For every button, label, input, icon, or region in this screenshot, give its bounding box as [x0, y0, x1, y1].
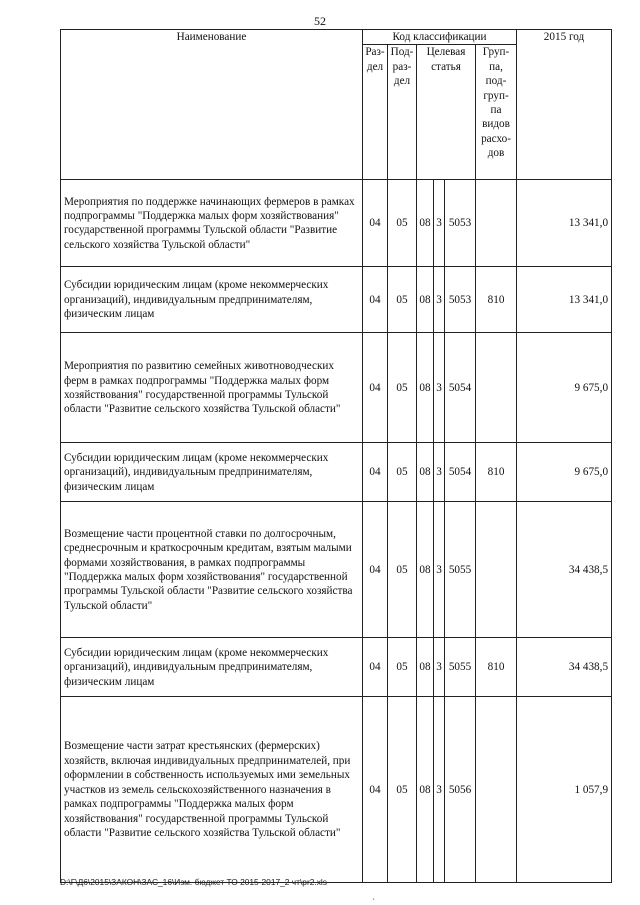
row-amount: 1 057,9	[517, 697, 612, 883]
row-target-subprogram: 3	[434, 443, 445, 502]
row-target-subprogram: 3	[434, 180, 445, 267]
row-expense-type	[476, 697, 517, 883]
page-number: 52	[314, 14, 326, 28]
row-amount: 9 675,0	[517, 443, 612, 502]
row-amount: 9 675,0	[517, 333, 612, 443]
row-podrazdel: 05	[388, 180, 417, 267]
row-target-program: 08	[417, 443, 434, 502]
row-podrazdel: 05	[388, 333, 417, 443]
row-podrazdel: 05	[388, 267, 417, 333]
row-expense-type: 810	[476, 443, 517, 502]
row-target-subprogram: 3	[434, 333, 445, 443]
row-podrazdel: 05	[388, 638, 417, 697]
row-target-subprogram: 3	[434, 697, 445, 883]
row-target-program: 08	[417, 180, 434, 267]
header-podrazdel: Под- раз- дел	[388, 45, 417, 180]
table-row	[61, 333, 612, 443]
row-target-program: 08	[417, 267, 434, 333]
row-target-code: 5053	[445, 180, 476, 267]
row-target-subprogram: 3	[434, 502, 445, 638]
budget-table	[60, 29, 612, 883]
row-target-program: 08	[417, 697, 434, 883]
row-expense-type	[476, 333, 517, 443]
row-razdel: 04	[363, 333, 388, 443]
table-row	[61, 502, 612, 638]
row-target-program: 08	[417, 333, 434, 443]
row-amount: 13 341,0	[517, 180, 612, 267]
row-target-subprogram: 3	[434, 638, 445, 697]
row-razdel: 04	[363, 502, 388, 638]
row-razdel: 04	[363, 443, 388, 502]
table-row	[61, 443, 612, 502]
header-row	[61, 30, 612, 45]
row-name: Возмещение части процентной ставки по долгосрочным, среднесрочным и краткосрочным кредитам, взятым малыми формами хозяйствования, в рамках подпрограммы "Поддержка малых форм хозяйствования" государственной программы Тульской области "Развитие сельского хозяйства Тульской области"	[61, 502, 363, 638]
row-target-code: 5055	[445, 638, 476, 697]
row-podrazdel: 05	[388, 697, 417, 883]
row-expense-type: 810	[476, 267, 517, 333]
header-code-group: Код классификации	[363, 30, 517, 45]
row-podrazdel: 05	[388, 502, 417, 638]
row-target-code: 5054	[445, 333, 476, 443]
row-target-program: 08	[417, 502, 434, 638]
header-target: Целевая статья	[417, 45, 476, 180]
header-name: Наименование	[61, 30, 363, 180]
row-amount: 34 438,5	[517, 502, 612, 638]
row-target-program: 08	[417, 638, 434, 697]
row-name: Субсидии юридическим лицам (кроме некоммерческих организаций), индивидуальным предпринимателям, физическим лицам	[61, 267, 363, 333]
row-razdel: 04	[363, 180, 388, 267]
row-name: Мероприятия по развитию семейных животноводческих ферм в рамках подпрограммы "Поддержка малых форм хозяйствования" государственной программы Тульской области "Развитие сельского хозяйства Тульской области"	[61, 333, 363, 443]
row-name: Мероприятия по поддержке начинающих фермеров в рамках подпрограммы "Поддержка малых форм хозяйствования" государственной программы Тульской области "Развитие сельского хозяйства Тульской области"	[61, 180, 363, 267]
row-amount: 34 438,5	[517, 638, 612, 697]
row-razdel: 04	[363, 638, 388, 697]
row-target-code: 5056	[445, 697, 476, 883]
row-name: Субсидии юридическим лицам (кроме некоммерческих организаций), индивидуальным предпринимателям, физическим лицам	[61, 638, 363, 697]
row-expense-type: 810	[476, 638, 517, 697]
row-razdel: 04	[363, 267, 388, 333]
row-target-code: 5055	[445, 502, 476, 638]
row-target-code: 5053	[445, 267, 476, 333]
footer-file-path: D:\Г\Д6\2015\ЗАКОН\ЗАС_16\Изм. бюджет ТО 2015-2017_2 чт\pr2.xls	[60, 877, 327, 887]
table-row	[61, 267, 612, 333]
header-vid-rashodov: Груп- па, под- груп- па видов расхо- дов	[476, 45, 517, 180]
row-name: Субсидии юридическим лицам (кроме некоммерческих организаций), индивидуальным предпринимателям, физическим лицам	[61, 443, 363, 502]
row-target-subprogram: 3	[434, 267, 445, 333]
row-expense-type	[476, 502, 517, 638]
header-razdel: Раз- дел	[363, 45, 388, 180]
table-row	[61, 180, 612, 267]
row-expense-type	[476, 180, 517, 267]
table-row	[61, 697, 612, 883]
row-razdel: 04	[363, 697, 388, 883]
header-year: 2015 год	[517, 30, 612, 180]
row-amount: 13 341,0	[517, 267, 612, 333]
row-target-code: 5054	[445, 443, 476, 502]
row-podrazdel: 05	[388, 443, 417, 502]
row-name: Возмещение части затрат крестьянских (фермерских) хозяйств, включая индивидуальных предпринимателей, при оформлении в собственность используемых ими земельных участков из земель сельскохозяйственного назначения в рамках подпрограммы "Поддержка малых форм хозяйствования" государственной программы Тульской области "Развитие сельского хозяйства Тульской области"	[61, 697, 363, 883]
table-row	[61, 638, 612, 697]
scan-mark: ˎ	[372, 890, 375, 900]
